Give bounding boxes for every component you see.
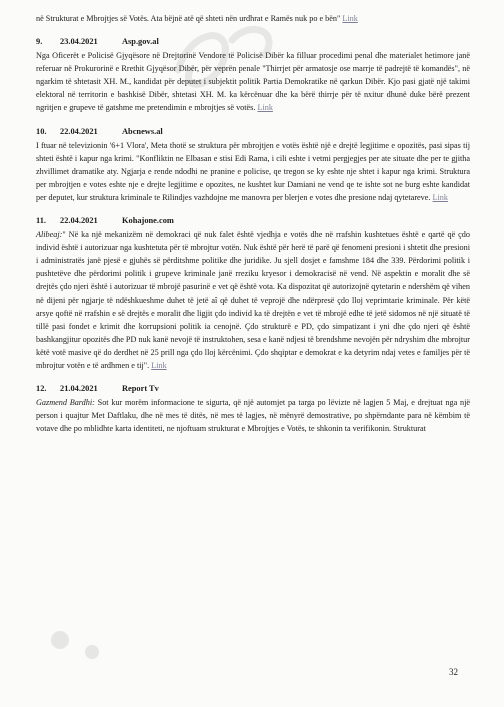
entry-speaker: Alibeaj: [36, 230, 63, 240]
entry-text: " Në ka një mekanizëm në demokraci që nuk falet është vjedhja e votës dhe në rrafshin kushtetues është e qartë që çdo individ është i autorizuar nga kushtetuta për të mbrojtur votën. Nuk është për herë të parë që fenomeni presioni i shtetit dhe presioni i administratës janë pjesë e gjuhës së përditshme politike dhe juridike. Ju sjell dosjet e famshme 184 dhe 339. Përdorimi politik i pushtetëve dhe përdorimi politik i grupeve kriminale janë rreziku kryesor i demokracisë në vend. Në aspektin e moralit dhe së drejtës çdo njeri është i autorizuar të mbrojë pasurinë e vet që është vota. Ka dispozitat që autorizojnë qytetarin e ndershëm që vihen në dijeni për ngjarje të ndëshkueshme duhet të jetë aî që duhet të veprojë dhe ndërpresë çdo lloj veprimtarie kriminale. Për këtë arsye qoftë në rrafshin e së drejtës e moralit dhe ligjit çdo individ ka të drejtën e vet të mbrojë edhe të jetë sidomos në një situatë të tillë pasi fondet e krimit dhe korrupsioni politik ia cenojnë. Çdo strukturë e PD, çdo simpatizant i yni dhe çdo njeri që është bashkangjitur opozitës dhe PD nuk kanë nevojë të instruktohen, sesa e kanë ndjesi të brendshme nevojën për ndryshim dhe mbrojtur këtë votë masive që do derdhet në 25 prill nga çdo lloj kërcënimi. Çdo shqiptar e demokrat e ka detyrim ndaj vetes e familjes për të mbrojtur votën e të ardhmen e tij". [36, 230, 470, 370]
entry-header [36, 214, 470, 227]
entry-source: Abcnews.al [122, 126, 163, 136]
entry-source: Report Tv [122, 384, 159, 394]
entry-11 [36, 214, 470, 372]
entry-header [36, 125, 470, 138]
entry-source: Asp.gov.al [122, 37, 159, 47]
entry-text: I ftuar në televizionin '6+1 Vlora', Meta thotë se struktura për mbrojtjen e votës është një e drejtë legjitime e opozitës, pasi sipas tij shteti është i kapur nga krimi. "Konfliktin ne Elbasan e stisi Edi Rama, i cili eshte i vetmi pergjegjes per ate situate dhe per te gjitha zhvillimet dramatike aty. Ngjarja e rende ndodhi ne pranine e policise, qe tregon se ky eshte nje shtet i kapur nga krimi. Struktura per mbrojtjen e votes eshte nje e drejte legjitime e opozites, ne kushtet kur Damiani ne vend qe te ishte sot ne burg eshte kandidat per deputet, kur struktura kriminale te Rilindjes vazhdojne me manovra per blerjen e votes dhe presione ndaj qytetareve. [36, 140, 470, 202]
entry-link[interactable]: Link [151, 360, 167, 370]
entry-number: 12. [36, 384, 47, 394]
entry-body [36, 139, 470, 204]
entry-date: 22.04.2021 [60, 216, 98, 226]
intro-paragraph [36, 12, 470, 25]
entry-text: Sot kur morëm informacione te sigurta, që një automjet pa targa po lëvizte në lagjen 5 Maj, e drejtuat nga një person i quajtur Met Daftlaku, dhe në mes të ditës, në mes të lagjes, në mënyrë demostrative, po shpërndante para në këmbim të votave dhe po mblidhte karta identiteti, ne njoftuam strukturat e Mbrojtjes e Votës, te shkonin ta verifikonin. Strukturat [36, 398, 470, 434]
entry-body [36, 49, 470, 114]
entry-12 [36, 382, 470, 435]
page-number: 32 [449, 667, 458, 677]
intro-text: në Strukturat e Mbrojtjes së Votës. Ata bëjnë atë që shteti nën urdhrat e Ramës nuk po e bën" [36, 14, 341, 23]
entry-link[interactable]: Link [257, 103, 273, 113]
entry-source: Kohajone.com [122, 216, 174, 226]
entry-date: 23.04.2021 [60, 37, 98, 47]
entry-number: 9. [36, 37, 43, 47]
entry-date: 21.04.2021 [60, 384, 98, 394]
entry-speaker: Gazmend Bardhi: [36, 398, 95, 408]
entry-text: Nga Oficerët e Policisë Gjyqësore në Drejtorinë Vendore të Policisë Dibër ka filluar procedimi penal dhe materialet hetimore janë referuar në Prokurorinë e Rrethit Gjyqësor Dibër, për veprën penale "Thirrjet për armatosje ose marrje të padrejtë të komandës", në ngarkim të shtetasit XH. M., kandidat për deputet i subjektit politik Partia Demokratike në qarkun Dibër. Kjo pasi gjatë një takimi elektoral në territorin e bashkisë Dibër, shtetasi XH. M. ka kërcënuar dhe ka bërë thirrje për të nxitur dhunë duke bërë prezent ngritjen e grupeve të gatshme me pretendimin e mbrojtjes së votës. [36, 51, 470, 113]
entry-9 [36, 35, 470, 114]
entry-link[interactable]: Link [432, 192, 448, 202]
entry-header [36, 35, 470, 48]
entry-body [36, 396, 470, 435]
entry-10 [36, 125, 470, 204]
entry-number: 11. [36, 216, 47, 226]
entry-date: 22.04.2021 [60, 126, 98, 136]
intro-link[interactable]: Link [342, 14, 358, 23]
entry-header [36, 382, 470, 395]
entry-number: 10. [36, 126, 47, 136]
entry-body [36, 228, 470, 372]
document-page [36, 12, 470, 435]
